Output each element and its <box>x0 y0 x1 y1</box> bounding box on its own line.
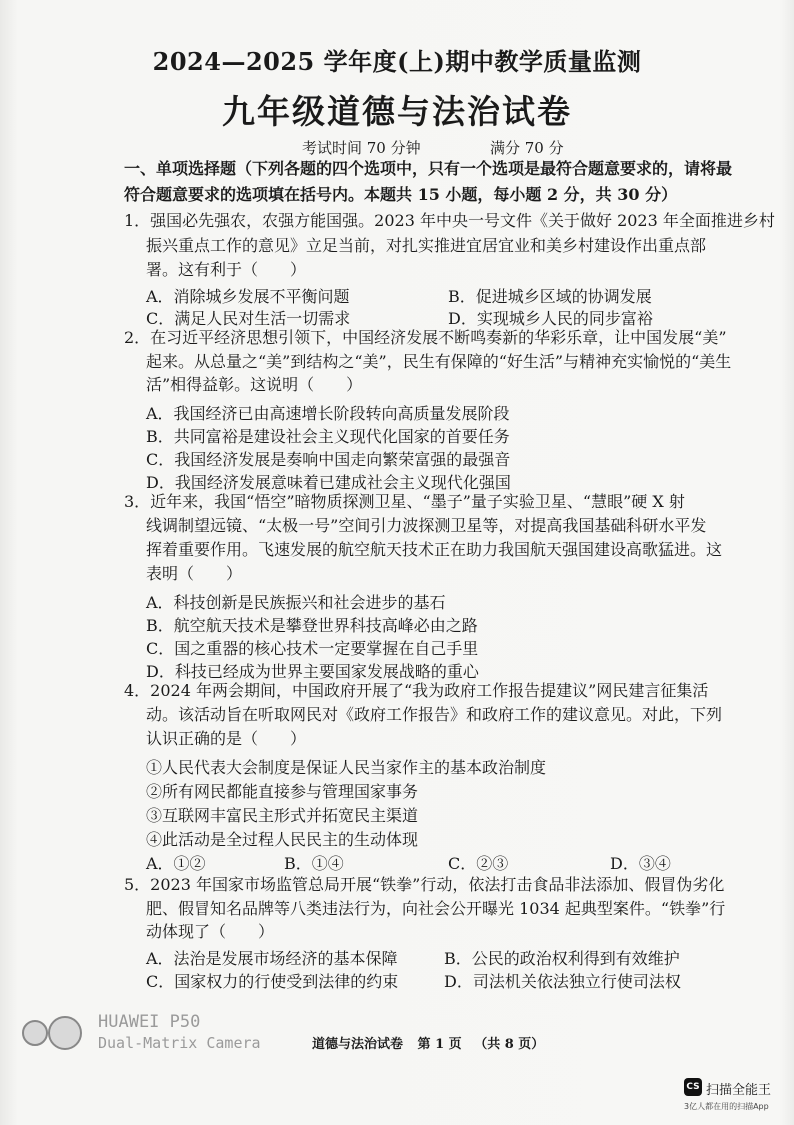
question-3-line-1: 3．近年来，我国“悟空”暗物质探测卫星、“墨子”量子实验卫星、“慧眼”硬 X 射 <box>124 492 685 511</box>
question-1-option-a: A．消除城乡发展不平衡问题 <box>146 287 350 306</box>
question-3-line-2: 线调制望远镜、“太极一号”空间引力波探测卫星等，对提高我国基础科研水平发 <box>146 516 707 535</box>
question-5-option-a: A．法治是发展市场经济的基本保障 <box>146 949 398 968</box>
question-2-line-2: 起来。从总量之“美”到结构之“美”，民生有保障的“好生活”与精神充实愉悦的“美生 <box>146 352 732 371</box>
question-1-option-d: D．实现城乡人民的同步富裕 <box>448 309 653 328</box>
question-4-option-d: D．③④ <box>610 854 671 873</box>
camscanner-logo-icon: CS <box>684 1078 702 1096</box>
question-4-statement-3: ③互联网丰富民主形式并拓宽民主渠道 <box>146 806 419 825</box>
section-heading-line-1: 一、单项选择题（下列各题的四个选项中，只有一个选项是最符合题意要求的，请将最 <box>124 159 733 178</box>
question-5-line-2: 肥、假冒知名品牌等八类违法行为，向社会公开曝光 1034 起典型案件。“铁拳”行 <box>146 899 726 918</box>
question-2-option-c: C．我国经济发展是奏响中国走向繁荣富强的最强音 <box>146 450 511 469</box>
camera-lens-icon <box>48 1016 82 1050</box>
question-3-option-a: A．科技创新是民族振兴和社会进步的基石 <box>146 593 446 612</box>
question-4-statement-4: ④此活动是全过程人民民主的生动体现 <box>146 830 419 849</box>
question-1-line-3: 署。这有利于（ ） <box>146 260 307 279</box>
question-1-line-1: 1．强国必先强农，农强方能国强。2023 年中央一号文件《关于做好 2023 年全面推进乡村 <box>124 211 775 230</box>
question-3-line-3: 挥着重要作用。飞速发展的航空航天技术正在助力我国航天强国建设高歌猛进。这 <box>146 540 723 559</box>
question-3-option-b: B．航空航天技术是攀登世界科技高峰必由之路 <box>146 616 478 635</box>
question-4-statement-2: ②所有网民都能直接参与管理国家事务 <box>146 782 419 801</box>
question-4-option-a: A．①② <box>146 854 206 873</box>
camera-label: Dual-Matrix Camera <box>98 1034 261 1052</box>
question-5-option-d: D．司法机关依法独立行使司法权 <box>444 972 681 991</box>
question-5-option-b: B．公民的政治权利得到有效维护 <box>444 949 680 968</box>
question-5-option-c: C．国家权力的行使受到法律的约束 <box>146 972 399 991</box>
exam-time: 考试时间 70 分钟 <box>302 139 421 157</box>
question-3-line-4: 表明（ ） <box>146 564 243 583</box>
question-3-option-d: D．科技已经成为世界主要国家发展战略的重心 <box>146 662 479 681</box>
question-4-option-c: C．②③ <box>448 854 509 873</box>
question-5-line-1: 5．2023 年国家市场监管总局开展“铁拳”行动，依法打击食品非法添加、假冒伪劣化 <box>124 875 725 894</box>
footer-total: （共 8 页） <box>474 1037 545 1052</box>
page-footer <box>312 1033 544 1052</box>
question-2-option-a: A．我国经济已由高速增长阶段转向高质量发展阶段 <box>146 404 510 423</box>
full-score: 满分 70 分 <box>490 139 564 157</box>
scanner-name: 扫描全能王 <box>706 1083 772 1098</box>
subject-title: 九年级道德与法治试卷 <box>222 92 572 131</box>
question-4-statement-1: ①人民代表大会制度是保证人民当家作主的基本政治制度 <box>146 758 547 777</box>
exam-title: 2024—2025 学年度(上)期中教学质量监测 <box>152 47 642 76</box>
question-2-option-d: D．我国经济发展意味着已建成社会主义现代化强国 <box>146 473 511 492</box>
question-3-option-c: C．国之重器的核心技术一定要掌握在自己手里 <box>146 639 479 658</box>
footer-page: 第 1 页 <box>417 1037 462 1052</box>
scanner-tagline: 3亿人都在用的扫描App <box>684 1102 769 1111</box>
question-5-line-3: 动体现了（ ） <box>146 922 275 941</box>
question-1-option-b: B．促进城乡区域的协调发展 <box>448 287 652 306</box>
camera-lens-icon <box>22 1020 48 1046</box>
question-4-line-3: 认识正确的是（ ） <box>146 729 307 748</box>
phone-brand: HUAWEI P50 <box>98 1012 201 1032</box>
question-1-option-c: C．满足人民对生活一切需求 <box>146 309 351 328</box>
question-4-line-2: 动。该活动旨在听取网民对《政府工作报告》和政府工作的建议意见。对此，下列 <box>146 705 723 724</box>
question-2-line-1: 2．在习近平经济思想引领下，中国经济发展不断鸣奏新的华彩乐章，让中国发展“美” <box>124 328 727 347</box>
question-1-line-2: 振兴重点工作的意见》立足当前，对扎实推进宜居宜业和美乡村建设作出重点部 <box>146 236 707 255</box>
question-4-option-b: B．①④ <box>284 854 344 873</box>
footer-subject: 道德与法治试卷 <box>312 1037 404 1052</box>
question-4-line-1: 4．2024 年两会期间，中国政府开展了“我为政府工作报告提建议”网民建言征集活 <box>124 681 709 700</box>
question-2-option-b: B．共同富裕是建设社会主义现代化国家的首要任务 <box>146 427 510 446</box>
question-2-line-3: 活”相得益彰。这说明（ ） <box>146 375 363 394</box>
section-heading-line-2: 符合题意要求的选项填在括号内。本题共 15 小题，每小题 2 分，共 30 分） <box>124 185 678 204</box>
